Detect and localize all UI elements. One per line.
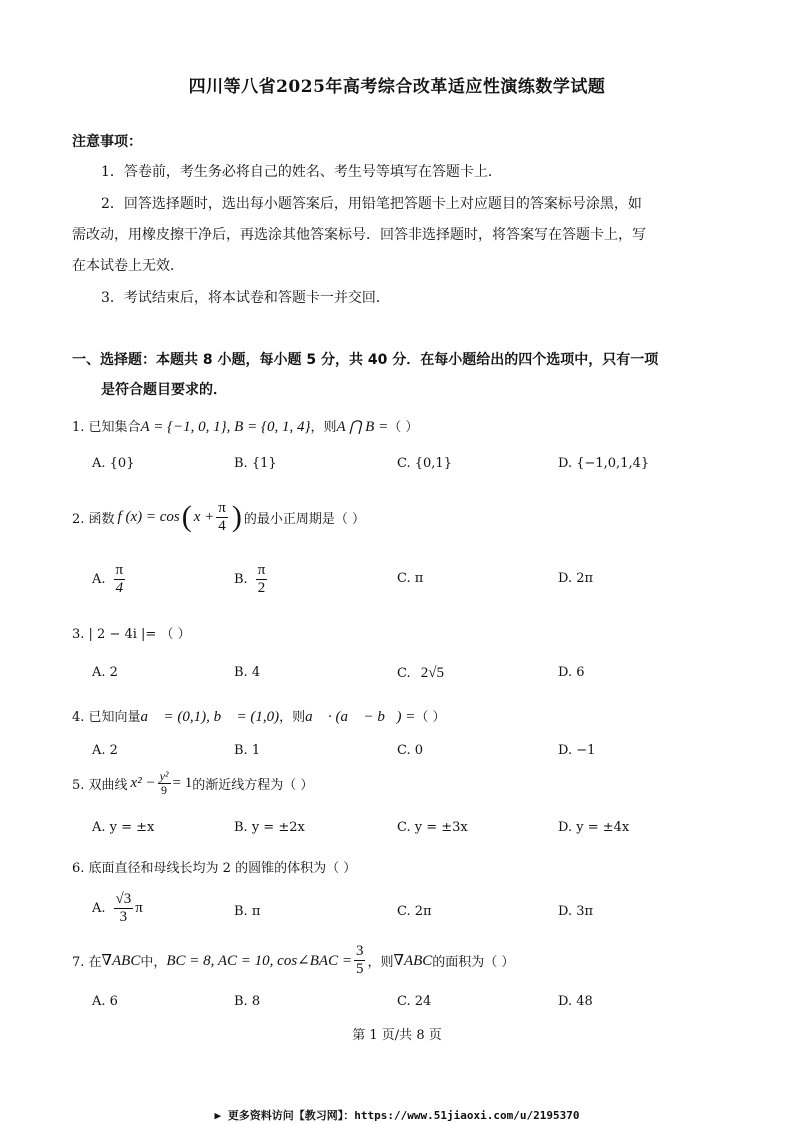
q3-option-c-label: C. [397, 666, 411, 681]
q2-function: f (x) = cos [117, 508, 180, 525]
page-title: 四川等八省2025年高考综合改革适应性演练数学试题 [188, 77, 606, 97]
q5-suffix: 的渐近线方程为（ ） [192, 778, 314, 794]
notice-item-2-line-3: 在本试卷上无效． [72, 258, 184, 274]
question-2 [72, 500, 365, 534]
q2-option-b-den: 2 [257, 579, 266, 596]
section-heading-line-1: 一、选择题：本题共 8 小题，每小题 5 分，共 40 分．在每小题给出的四个选项中，只有一项 [72, 352, 659, 368]
q6-option-a-label: A. [92, 900, 106, 916]
q1-option-a[interactable]: A. {0} [92, 456, 135, 471]
q1-prefix: 1. 已知集合 [72, 420, 141, 435]
q4-option-d[interactable]: D. −1 [558, 743, 596, 758]
q2-option-a[interactable] [92, 562, 127, 596]
question-4 [72, 706, 446, 726]
q5-equals-one: = 1 [172, 775, 193, 792]
q6-option-a-num: √3 [115, 891, 132, 907]
q2-fraction-den: 4 [218, 517, 226, 534]
q5-prefix: 5. 双曲线 [72, 778, 128, 794]
q2-prefix: 2. 函数 [72, 511, 115, 527]
notice-item-1: 1．答卷前，考生务必将自己的姓名、考生号等填写在答题卡上． [101, 164, 502, 180]
q7-triangle-1: ∇ABC [101, 952, 141, 969]
q5-x-squared: x² − [130, 775, 156, 792]
q3-option-d[interactable]: D. 6 [558, 665, 585, 680]
q6-option-a-pi: π [135, 899, 143, 916]
q7-triangle-2: ∇ABC [393, 952, 433, 969]
question-5 [72, 770, 313, 797]
q2-x-plus: x + [193, 508, 215, 525]
q3-option-b[interactable]: B. 4 [234, 665, 261, 680]
q4-vectors: a⃗ = (0,1), b⃗ = (1,0) [140, 709, 280, 725]
resource-link[interactable]: ▶ 更多资料访问【教习网】：https://www.51jiaoxi.com/u/2195370 [214, 1109, 580, 1122]
q7-fraction [354, 943, 366, 977]
q6-option-b[interactable]: B. π [234, 904, 261, 919]
q1-paren: （ ） [388, 420, 419, 435]
question-3: 3. | 2 − 4i |= （ ） [72, 627, 191, 642]
q2-option-a-fraction [114, 562, 126, 596]
q7-conditions: BC = 8, AC = 10, cos∠BAC = [166, 952, 352, 969]
q7-mid-1: 中， [140, 954, 167, 970]
q5-option-d[interactable]: D. y = ±4x [558, 820, 630, 835]
q1-option-c[interactable]: C. {0,1} [397, 456, 452, 471]
q6-option-a-fraction [114, 891, 134, 925]
q7-mid-2: ，则 [367, 954, 394, 970]
q6-option-d[interactable]: D. 3π [558, 904, 594, 919]
q7-option-d[interactable]: D. 48 [558, 994, 593, 1009]
q4-ask: a⃗ · (a⃗ − b⃗) = [305, 709, 416, 725]
q2-suffix: 的最小正周期是（ ） [243, 511, 365, 527]
q2-fraction [216, 500, 228, 534]
q3-option-c[interactable] [397, 665, 444, 682]
q4-paren: （ ） [415, 710, 446, 725]
q2-left-paren: ( [181, 500, 192, 533]
q7-option-c[interactable]: C. 24 [397, 994, 432, 1009]
page-number: 第 1 页/共 8 页 [352, 1028, 442, 1043]
q7-option-b[interactable]: B. 8 [234, 994, 261, 1009]
section-heading-line-2: 是符合题目要求的． [101, 382, 227, 398]
q2-option-d[interactable]: D. 2π [558, 571, 594, 586]
q6-option-a[interactable] [92, 891, 143, 925]
q1-option-b[interactable]: B. {1} [234, 456, 277, 471]
q2-option-a-den: 4 [115, 579, 124, 596]
q5-fraction-den: 9 [161, 783, 168, 798]
q4-option-a[interactable]: A. 2 [92, 743, 118, 758]
q2-option-b-num: π [257, 562, 266, 578]
q1-mid: ，则 [310, 420, 337, 435]
q6-option-c[interactable]: C. 2π [397, 904, 432, 919]
question-7 [72, 943, 514, 977]
q7-fraction-den: 5 [355, 960, 364, 977]
q4-prefix: 4. 已知向量 [72, 710, 141, 725]
q2-option-b[interactable] [234, 562, 269, 596]
q4-option-b[interactable]: B. 1 [234, 743, 261, 758]
question-1 [72, 416, 418, 436]
q2-option-a-label: A. [92, 571, 106, 587]
q7-option-a[interactable]: A. 6 [92, 994, 118, 1009]
q2-option-b-fraction [256, 562, 268, 596]
q6-option-a-den: 3 [119, 908, 128, 925]
notice-item-2-line-2: 需改动，用橡皮擦干净后，再选涂其他答案标号．回答非选择题时，将答案写在答题卡上，写 [72, 227, 646, 243]
q1-ask: A ⋂ B = [336, 419, 389, 435]
q5-fraction [158, 770, 171, 797]
q4-option-c[interactable]: C. 0 [397, 743, 424, 758]
q2-option-a-num: π [115, 562, 124, 578]
q2-option-c[interactable]: C. π [397, 571, 424, 586]
q2-option-b-label: B. [234, 571, 248, 587]
q1-sets: A = {−1, 0, 1}, B = {0, 1, 4} [140, 419, 311, 435]
q7-prefix: 7. 在 [72, 954, 102, 970]
q7-fraction-num: 3 [355, 943, 364, 959]
notice-heading: 注意事项： [72, 134, 142, 150]
notice-item-2-line-1: 2．回答选择题时，选出每小题答案后，用铅笔把答题卡上对应题目的答案标号涂黑，如 [101, 196, 642, 212]
q3-option-a[interactable]: A. 2 [92, 665, 118, 680]
q5-option-c[interactable]: C. y = ±3x [397, 820, 468, 835]
q1-option-d[interactable]: D. {−1,0,1,4} [558, 456, 650, 471]
q5-option-a[interactable]: A. y = ±x [92, 820, 155, 835]
q3-option-c-value: 2√5 [420, 665, 444, 681]
q4-mid: ，则 [279, 710, 306, 725]
question-6: 6. 底面直径和母线长均为 2 的圆锥的体积为（ ） [72, 861, 357, 876]
q2-fraction-num: π [218, 500, 226, 516]
q5-option-b[interactable]: B. y = ±2x [234, 820, 305, 835]
notice-item-3: 3．考试结束后，将本试卷和答题卡一并交回． [101, 290, 390, 306]
q5-fraction-num: y² [159, 769, 169, 783]
q7-suffix: 的面积为（ ） [432, 954, 515, 970]
q2-right-paren: ) [231, 500, 242, 533]
